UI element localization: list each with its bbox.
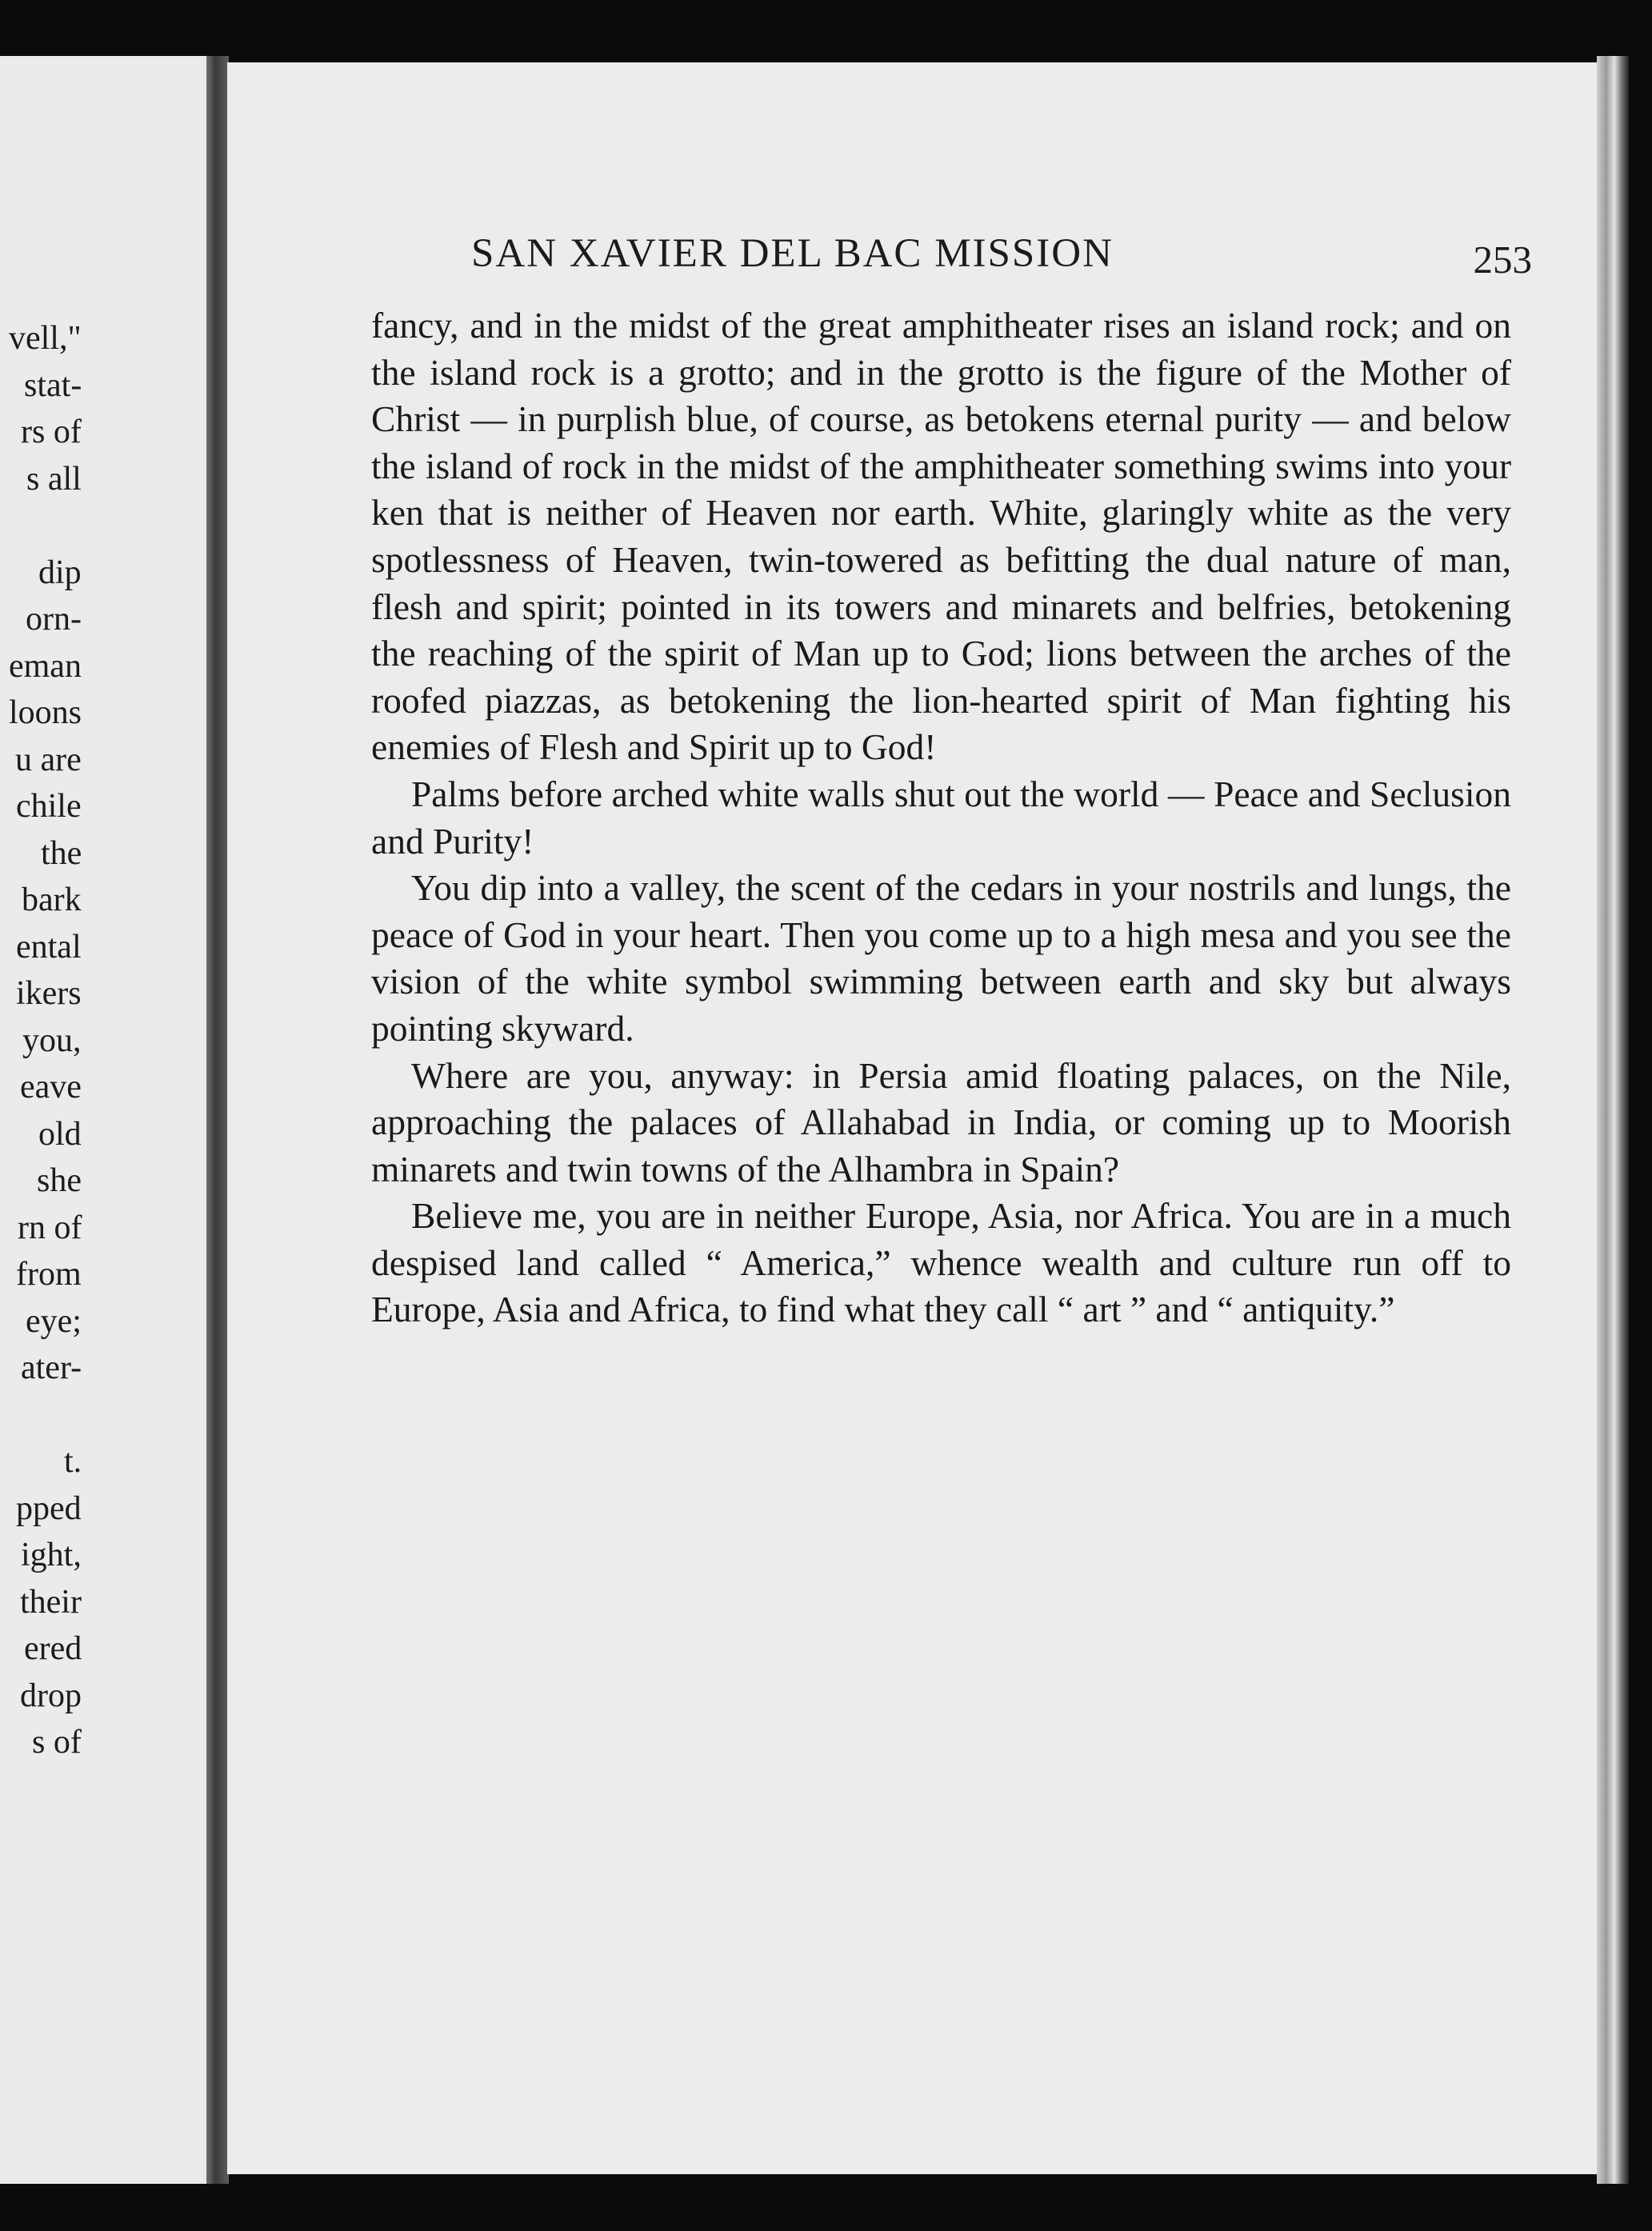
facing-page-line: she	[37, 1162, 82, 1199]
paragraph: You dip into a valley, the scent of the cedars in your nostrils and lungs, the peace of God in your heart. Then you come up to a high mesa and you see the vision of the white symbol swimming between earth and sky but always pointing skyward.	[371, 867, 1511, 1049]
facing-page-line: the	[41, 834, 82, 872]
facing-page-line: old	[38, 1115, 82, 1153]
facing-page-line: eman	[9, 647, 82, 685]
facing-page-line: orn-	[26, 601, 82, 638]
facing-page-line: stat-	[24, 366, 82, 404]
facing-page-line: bark	[22, 882, 82, 918]
facing-page-line: their	[20, 1583, 82, 1621]
facing-page-line: eave	[20, 1069, 82, 1106]
facing-page-line: chile	[16, 788, 82, 825]
facing-page-line: u are	[15, 741, 82, 778]
facing-page-line: drop	[20, 1677, 82, 1714]
paragraph: Palms before arched white walls shut out the world — Peace and Seclusion and Purity!	[371, 773, 1511, 862]
facing-page-line: from	[16, 1256, 82, 1293]
facing-page-line: dip	[38, 554, 82, 591]
facing-page-line: ater-	[21, 1349, 82, 1386]
facing-page-line: rn of	[18, 1209, 82, 1246]
facing-page-line: ikers	[16, 975, 82, 1012]
facing-page-line: you,	[22, 1022, 82, 1059]
paragraph: Where are you, anyway: in Persia amid floating palaces, on the Nile, approaching the palaces of Allahabad in India, or coming up to Moorish minarets and twin towns of the Alhambra in Spain?	[371, 1054, 1511, 1189]
paragraph: Believe me, you are in neither Europe, Asia, nor Africa. You are in a much despised land called “ America,” whence wealth and culture run off to Europe, Asia and Africa, to find what they call “ art ” and “ antiquity.”	[371, 1195, 1511, 1330]
facing-page-line: ight,	[21, 1537, 82, 1573]
body-text	[371, 302, 1511, 1333]
facing-page-line: vell,"	[9, 320, 82, 357]
facing-page	[0, 56, 226, 2184]
facing-page-line: s all	[26, 460, 82, 498]
facing-page-line: ental	[16, 928, 82, 966]
facing-page-line: t.	[64, 1443, 82, 1480]
running-head-title: SAN XAVIER DEL BAC MISSION	[471, 231, 1114, 276]
book-page	[227, 62, 1602, 2174]
facing-page-line: s of	[32, 1724, 82, 1761]
facing-page-line: eye;	[26, 1302, 82, 1340]
running-head	[471, 222, 1532, 286]
facing-page-line: rs of	[21, 414, 82, 450]
facing-page-line: loons	[9, 694, 82, 731]
facing-page-line: ered	[24, 1630, 82, 1667]
book-gutter	[206, 56, 229, 2184]
page-edge	[1597, 56, 1629, 2184]
facing-page-line: pped	[16, 1489, 82, 1527]
page-number: 253	[1473, 238, 1532, 282]
paragraph: fancy, and in the midst of the great amphitheater rises an island rock; and on the island rock is a grotto; and in the grotto is the figure of the Mother of Christ — in purplish blue, of course, as betokens eternal purity — and below the island of rock in the midst of the amphitheater something swims into your ken that is neither of Heaven nor earth. White, glaringly white as the very spotlessness of Heaven, twin-towered as befitting the dual nature of man, flesh and spirit; pointed in its towers and minarets and belfries, betokening the reaching of the spirit of Man up to God; lions between the arches of the roofed piazzas, as betokening the lion-hearted spirit of Man fighting his enemies of Flesh and Spirit up to God!	[371, 305, 1511, 768]
